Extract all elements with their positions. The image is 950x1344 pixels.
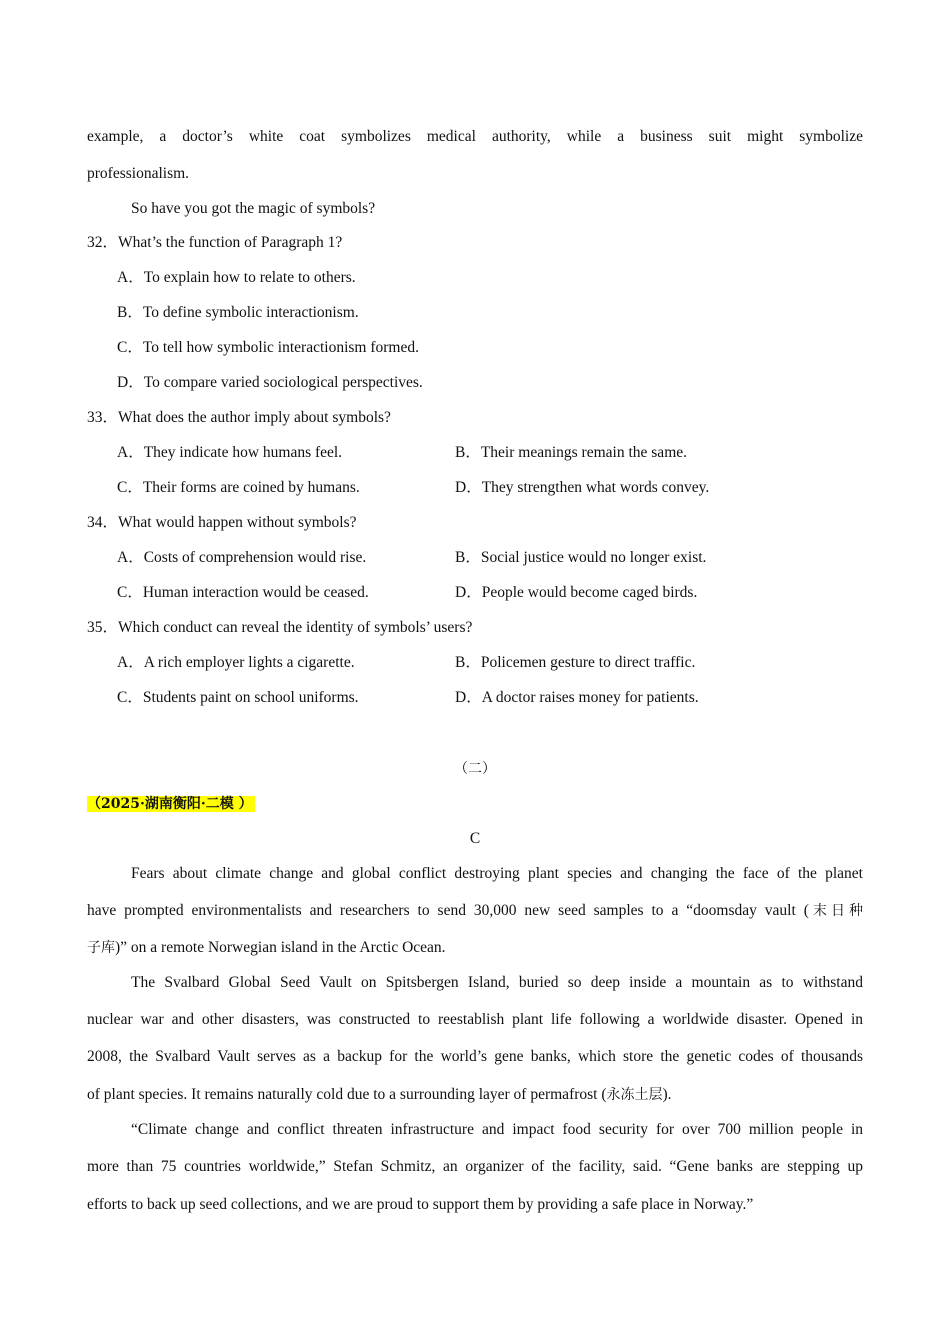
passage-p1-line-2 [87, 901, 863, 921]
question-35-option-a: A．A rich employer lights a cigarette. [117, 654, 355, 671]
intro-closing: So have you got the magic of symbols? [131, 200, 376, 217]
passage-p3-line-1: “Climate change and conflict threaten infrastructure and impact food security for over 700 million people in [131, 1121, 863, 1138]
question-33-option-b: B．Their meanings remain the same. [455, 444, 688, 461]
question-35-stem: 35．Which conduct can reveal the identity of symbols’ users? [87, 619, 473, 636]
source-tag [87, 794, 255, 814]
question-34-option-a: A．Costs of comprehension would rise. [117, 549, 367, 566]
question-33-stem: 33．What does the author imply about symbols? [87, 409, 391, 426]
passage-p2-line-3: 2008, the Svalbard Vault serves as a backup for the world’s gene banks, which store the genetic codes of thousands [87, 1048, 863, 1065]
question-33-option-c: C．Their forms are coined by humans. [117, 479, 360, 496]
question-33-option-a: A．They indicate how humans feel. [117, 444, 343, 461]
passage-p2-line-2: nuclear war and other disasters, was constructed to reestablish plant life following a worldwide disaster. Opened in [87, 1011, 863, 1028]
passage-p2-line-1: The Svalbard Global Seed Vault on Spitsbergen Island, buried so deep inside a mountain as to withstand [131, 974, 863, 991]
question-35-option-c: C．Students paint on school uniforms. [117, 689, 359, 706]
question-34-stem: 34．What would happen without symbols? [87, 514, 357, 531]
source-tag-label: （2025·湖南衡阳·二模 ） [87, 796, 253, 812]
passage-p2-line-4-cjk: 永冻土层 [606, 1087, 663, 1103]
question-34-option-d: D．People would become caged birds. [455, 584, 698, 601]
passage-letter: C [469, 830, 481, 847]
question-35-option-b: B．Policemen gesture to direct traffic. [455, 654, 696, 671]
question-32-option-b: B．To define symbolic interactionism. [117, 304, 359, 321]
passage-p2-line-4-text: of plant species. It remains naturally cold due to a surrounding layer of permafrost ( [87, 1086, 607, 1103]
question-32-option-c: C．To tell how symbolic interactionism formed. [117, 339, 419, 356]
passage-p1-line-1: Fears about climate change and global conflict destroying plant species and changing the face of the planet [131, 865, 863, 882]
question-33-option-d: D．They strengthen what words convey. [455, 479, 710, 496]
passage-p2-line-4-end: ). [662, 1086, 672, 1103]
section-number: （二） [454, 761, 496, 777]
intro-line-2: professionalism. [87, 165, 190, 182]
passage-p1-line-3 [87, 938, 446, 958]
intro-line-1: example, a doctor’s white coat symbolizes medical authority, while a business suit might symbolize [87, 128, 863, 145]
passage-p1-line-2-cjk: 末日种 [808, 903, 863, 919]
passage-p3-line-3: efforts to back up seed collections, and we are proud to support them by providing a safe place in Norway.” [87, 1196, 754, 1213]
passage-p1-line-3-cjk: 子库 [87, 940, 115, 956]
passage-p3-line-2: more than 75 countries worldwide,” Stefan Schmitz, an organizer of the facility, said. “Gene banks are stepping up [87, 1158, 863, 1175]
question-32-option-a: A．To explain how to relate to others. [117, 269, 356, 286]
question-32-stem: 32．What’s the function of Paragraph 1? [87, 234, 343, 251]
question-35-option-d: D．A doctor raises money for patients. [455, 689, 699, 706]
question-34-option-b: B．Social justice would no longer exist. [455, 549, 707, 566]
passage-p1-line-2-text: have prompted environmentalists and researchers to send 30,000 new seed samples to a “doomsday vault ( [87, 902, 809, 919]
question-32-option-d: D．To compare varied sociological perspectives. [117, 374, 423, 391]
passage-p2-line-4 [87, 1085, 672, 1105]
passage-p1-line-3-text: )” on a remote Norwegian island in the Arctic Ocean. [115, 939, 446, 956]
question-34-option-c: C．Human interaction would be ceased. [117, 584, 369, 601]
